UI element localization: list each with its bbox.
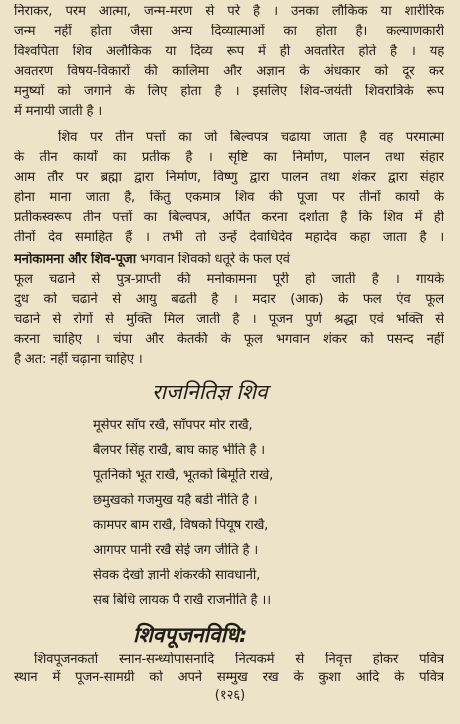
verse-line: मूसेपर साँप रखै, साँपपर मोर राखै, <box>93 418 253 433</box>
text-line: के तीन कार्यों का प्रतीक है । सृष्टि का निर्माण, पालन तथा संहार <box>14 150 444 165</box>
text-line: दुध को चढाने से आयु बढती है । मदार (आक) के फल एंव फूल <box>14 292 444 307</box>
text-line: में मनायी जाती है । <box>14 104 103 119</box>
verse-line: कामपर बाम राखै, विषको पियूष राखै, <box>93 518 269 533</box>
verse-line: सेवक देखो ज्ञानी शंकरकी सावधानी, <box>93 568 261 583</box>
section-heading: शिवपूजनविधि: <box>133 623 248 647</box>
section-heading: राजनितिज्ञ शिव <box>152 380 268 404</box>
text-line: अवतरण विषय-विकारों की कालिमा और अज्ञान के अंधकार को दूर कर <box>14 64 444 79</box>
verse-line: बैलपर सिंह राखै, बाघ काह भीति है । <box>93 443 265 458</box>
text-line: विश्वपिता शिव अलौकिक या दिव्य रूप में ही अवतरित होते है । यह <box>14 44 444 59</box>
text-line: निराकर, परम आत्मा, जन्म-मरण से परे है । उनका लौकिक या शारीरिक <box>14 4 444 19</box>
text-line: जन्म नहीं होता जैसा अन्य दिव्यात्माओं का होता है। कल्याणकारी <box>14 24 444 39</box>
text-line: स्थान में पूजन-सामग्री को अपने सम्मुख रख के कुशा आदि के पवित्र <box>14 670 444 685</box>
bold-lead: मनोकामना और शिव-पूजा <box>14 252 136 267</box>
text-line: शिवपूजनकर्ता स्नान-सन्ध्योपासनादि नित्यकर्म से निवृत्त होकर पवित्र <box>34 652 444 667</box>
text-line: मनुष्यों को जगाने के लिए होता है । इसलिए शिव-जयंती शिवरात्रिके रूप <box>14 84 444 99</box>
verse-line: छमुखको गजमुख यहै बडी नीति है । <box>93 493 258 508</box>
text-line <box>14 252 444 268</box>
lead-rest: भगवान शिवको धतूरे के फल एवं <box>135 252 290 267</box>
text-line: आम तौर पर ब्रह्मा द्वारा निर्माण, विष्णु द्वारा पालन तथा शंकर द्वारा संहार <box>14 170 444 185</box>
text-line: करना चाहिए । चंपा और केतकी के फूल भगवान शंकर को पसन्द नहीं <box>14 332 444 347</box>
verse-line: पूतनिको भूत राखै, भूतको बिमूति राखे, <box>93 468 274 483</box>
text-line: है अत: नहीं चढ़ाना चाहिए । <box>14 352 143 367</box>
text-line: प्रतीकस्वरूप तीन पत्तों का बिल्वपत्र, अर्पित करना दर्शाता है कि शिव में ही <box>14 210 444 225</box>
text-line: फूल चढाने से पुत्र-प्राप्ती की मनोकामना पूरी हो जाती है । गायके <box>14 272 444 287</box>
verse-line: आगपर पानी रखै सेई जग जीति है । <box>93 543 259 558</box>
text-line: होना माना जाता है, किंतु एकमात्र शिव की पूजा पर तीनों कार्यो के <box>14 190 444 205</box>
page-number: (१२६) <box>214 688 246 703</box>
text-line: शिव पर तीन पत्तों का जो बिल्वपत्र चढाया जाता है वह परमात्मा <box>58 130 444 145</box>
verse-line: सब बिधि लायक पै राखै राजनीति है ।। <box>93 593 271 608</box>
text-line: तीनों देव समाहित हैं । तभी तो उन्हें देवाधिदेव महादेव कहा जाता है । <box>14 230 444 245</box>
text-line: चढाने से रोगों से मुक्ति मिल जाती है । पूजन पुर्ण श्रद्धा एवं भक्ति से <box>14 312 444 327</box>
